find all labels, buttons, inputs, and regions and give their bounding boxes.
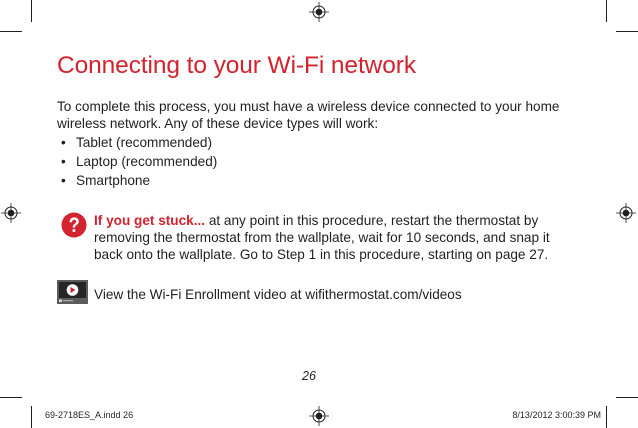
crop-mark bbox=[0, 31, 22, 32]
crop-mark bbox=[31, 0, 32, 22]
page-number: 26 bbox=[302, 369, 316, 383]
list-item-label: Laptop (recommended) bbox=[76, 154, 218, 169]
registration-mark-icon bbox=[616, 203, 636, 223]
question-mark-icon bbox=[61, 212, 87, 238]
crop-mark bbox=[0, 397, 22, 398]
video-note: View the Wi-Fi Enrollment video at wifithermostat.com/videos bbox=[94, 287, 462, 302]
list-item-label: Tablet (recommended) bbox=[76, 135, 212, 150]
registration-mark-icon bbox=[309, 2, 329, 22]
list-item bbox=[57, 171, 217, 190]
page-title: Connecting to your Wi-Fi network bbox=[57, 52, 416, 79]
video-play-icon bbox=[57, 280, 88, 304]
crop-mark bbox=[616, 397, 638, 398]
stuck-note-lead: If you get stuck... bbox=[94, 213, 206, 228]
stuck-note-text: at any point in this procedure, restart the thermostat by removing the thermostat from the wallplate, wait for 10 seconds, and snap it back onto the wallplate. Go to Step 1 in this procedure, starting on page 27. bbox=[94, 213, 550, 262]
crop-mark bbox=[31, 406, 32, 428]
list-item bbox=[57, 133, 217, 152]
bullet-icon: • bbox=[61, 154, 66, 169]
crop-mark bbox=[616, 31, 638, 32]
intro-paragraph: To complete this process, you must have a wireless device connected to your home wireless network. Any of these device types will work: bbox=[57, 99, 560, 131]
registration-mark-icon bbox=[309, 406, 329, 426]
list-item-label: Smartphone bbox=[76, 173, 151, 188]
device-list bbox=[57, 133, 217, 190]
crop-mark bbox=[606, 0, 607, 22]
slug-timestamp: 8/13/2012 3:00:39 PM bbox=[512, 410, 601, 420]
registration-mark-icon bbox=[1, 203, 21, 223]
crop-mark bbox=[606, 406, 607, 428]
bullet-icon: • bbox=[61, 173, 66, 188]
stuck-note bbox=[94, 212, 574, 263]
slug-filename: 69-2718ES_A.indd 26 bbox=[45, 410, 134, 420]
bullet-icon: • bbox=[61, 135, 66, 150]
list-item bbox=[57, 152, 217, 171]
